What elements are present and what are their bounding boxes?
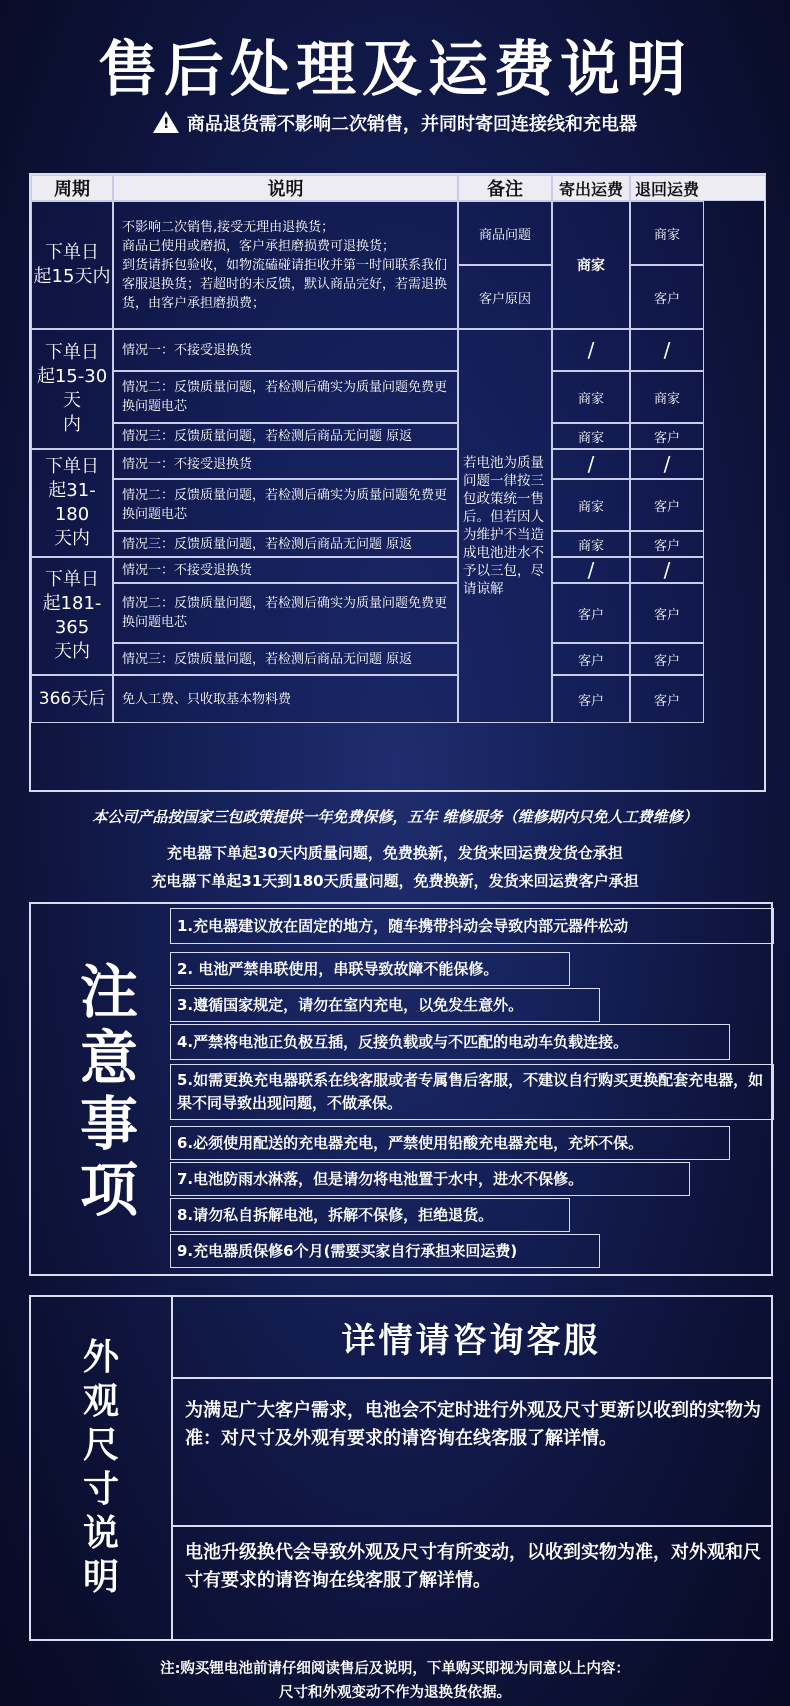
p4-c1-return: /	[630, 557, 704, 583]
p4-case-1: 情况一：不接受退换货	[113, 557, 458, 583]
p3-c3-ship: 商家	[552, 531, 630, 557]
appearance-heading: 详情请咨询客服	[171, 1297, 771, 1379]
header-return-fee: 退回运费	[630, 175, 766, 201]
footer-line-2: 尺寸和外观变动不作为退换货依据。	[279, 1685, 511, 1701]
header-remark: 备注	[458, 175, 552, 201]
warning-line	[0, 110, 790, 136]
notice-item-3: 3.遵循国家规定，请勿在室内充电，以免发生意外。	[170, 988, 600, 1022]
period-15-days-desc: 不影响二次销售,接受无理由退换货； 商品已使用或磨损，客户承担磨损费可退换货； 到货请拆包验收，如物流磕碰请拒收并第一时间联系我们客服退换货；若超时的未反馈，默认商品完好，若需退换货，由客户承担磨损费；	[113, 201, 458, 329]
p4-c2-return: 客户	[630, 583, 704, 643]
warranty-policy: 本公司产品按国家三包政策提供一年免费保修，五年 维修服务（维修期内只免人工费维修）	[92, 808, 698, 826]
p2-c3-return: 客户	[630, 423, 704, 449]
appearance-para-2: 电池升级换代会导致外观及尺寸有所变动，以收到实物为准，对外观和尺寸有要求的请咨询在线客服了解详情。	[185, 1542, 761, 1591]
appearance-char: 说	[82, 1513, 119, 1554]
p2-case-1: 情况一：不接受退换货	[113, 329, 458, 371]
p2-c1-ship: /	[552, 329, 630, 371]
p3-c3-return: 客户	[630, 531, 704, 557]
p2-c2-return: 商家	[630, 371, 704, 423]
remark-customer-reason: 客户原因	[458, 265, 552, 329]
notice-item-6: 6.必须使用配送的充电器充电，严禁使用铅酸充电器充电，充坏不保。	[170, 1126, 730, 1160]
notice-char: 意	[79, 1024, 138, 1092]
return-customer: 客户	[630, 265, 704, 329]
period-366-days: 366天后	[31, 675, 113, 723]
appearance-divider	[171, 1525, 771, 1527]
p5-return: 客户	[630, 675, 704, 723]
p4-c3-ship: 客户	[552, 643, 630, 675]
p3-c1-return: /	[630, 449, 704, 479]
after-sales-table	[29, 173, 766, 792]
appearance-char: 观	[82, 1381, 119, 1422]
page-title: 售后处理及运费说明	[98, 35, 692, 105]
notice-item-8: 8.请勿私自拆解电池，拆解不保修，拒绝退货。	[170, 1198, 570, 1232]
notice-char: 注	[79, 958, 138, 1026]
notice-item-7: 7.电池防雨水淋落，但是请勿将电池置于水中，进水不保修。	[170, 1162, 690, 1196]
charger-policy-30: 充电器下单起30天内质量问题，免费换新，发货来回运费发货仓承担	[167, 844, 623, 862]
p3-case-2: 情况二：反馈质量问题，若检测后确实为质量问题免费更换问题电芯	[113, 479, 458, 531]
p4-case-3: 情况三：反馈质量问题，若检测后商品无问题 原返	[113, 643, 458, 675]
p2-c1-return: /	[630, 329, 704, 371]
header-description: 说明	[113, 175, 458, 201]
appearance-char: 寸	[82, 1469, 119, 1510]
p3-c2-return: 客户	[630, 479, 704, 531]
remark-product-issue: 商品问题	[458, 201, 552, 265]
p4-case-2: 情况二：反馈质量问题，若检测后确实为质量问题免费更换问题电芯	[113, 583, 458, 643]
warning-icon: !	[153, 111, 179, 133]
notice-item-4: 4.严禁将电池正负极互插，反接负载或与不匹配的电动车负载连接。	[170, 1024, 730, 1060]
header-ship-out-fee: 寄出运费	[552, 175, 630, 201]
period-366-desc: 免人工费、只收取基本物料费	[113, 675, 458, 723]
warning-text: 商品退货需不影响二次销售，并同时寄回连接线和充电器	[187, 114, 637, 135]
p3-c2-ship: 商家	[552, 479, 630, 531]
appearance-char: 外	[82, 1337, 119, 1378]
p5-ship: 客户	[552, 675, 630, 723]
battery-warranty-note: 若电池为质量问题一律按三包政策统一售后。但若因人为维护不当造成电池进水不予以三包，尽请谅解	[458, 329, 552, 723]
p2-c2-ship: 商家	[552, 371, 630, 423]
p3-case-1: 情况一：不接受退换货	[113, 449, 458, 479]
p3-c1-ship: /	[552, 449, 630, 479]
p2-case-3: 情况三：反馈质量问题，若检测后商品无问题 原返	[113, 423, 458, 449]
notice-item-1: 1.充电器建议放在固定的地方，随车携带抖动会导致内部元器件松动	[170, 908, 774, 944]
charger-policy-180: 充电器下单起31天到180天质量问题，免费换新，发货来回运费客户承担	[151, 872, 639, 890]
p3-case-3: 情况三：反馈质量问题，若检测后商品无问题 原返	[113, 531, 458, 557]
notice-char: 事	[79, 1090, 138, 1158]
footer-line-1: 注:购买锂电池前请仔细阅读售后及说明，下单购买即视为同意以上内容：	[160, 1661, 630, 1677]
p4-c2-ship: 客户	[552, 583, 630, 643]
p2-case-2: 情况二：反馈质量问题，若检测后确实为质量问题免费更换问题电芯	[113, 371, 458, 423]
appearance-label	[31, 1297, 173, 1639]
appearance-para-1: 为满足广大客户需求，电池会不定时进行外观及尺寸更新以收到的实物为准：对尺寸及外观有要求的请咨询在线客服了解详情。	[185, 1400, 761, 1449]
p4-c3-return: 客户	[630, 643, 704, 675]
notice-char: 项	[79, 1156, 138, 1224]
notice-item-5: 5.如需更换充电器联系在线客服或者专属售后客服，不建议自行购买更换配套充电器，如果不同导致出现问题，不做承保。	[170, 1064, 774, 1120]
notice-item-9: 9.充电器质保修6个月(需要买家自行承担来回运费)	[170, 1234, 600, 1268]
period-15-days: 下单日 起15天内	[31, 201, 113, 329]
period-15-30-days: 下单日 起15-30天 内	[31, 329, 113, 449]
appearance-section	[29, 1295, 773, 1641]
notice-label	[59, 904, 159, 1278]
p4-c1-ship: /	[552, 557, 630, 583]
period-181-365-days: 下单日 起181-365 天内	[31, 557, 113, 675]
header-period: 周期	[31, 175, 113, 201]
appearance-char: 尺	[82, 1425, 119, 1466]
ship-out-merchant: 商家	[552, 201, 630, 329]
appearance-char: 明	[82, 1557, 119, 1598]
p2-c3-ship: 商家	[552, 423, 630, 449]
period-31-180-days: 下单日 起31-180 天内	[31, 449, 113, 557]
notice-item-2: 2. 电池严禁串联使用，串联导致故障不能保修。	[170, 952, 570, 986]
return-merchant: 商家	[630, 201, 704, 265]
